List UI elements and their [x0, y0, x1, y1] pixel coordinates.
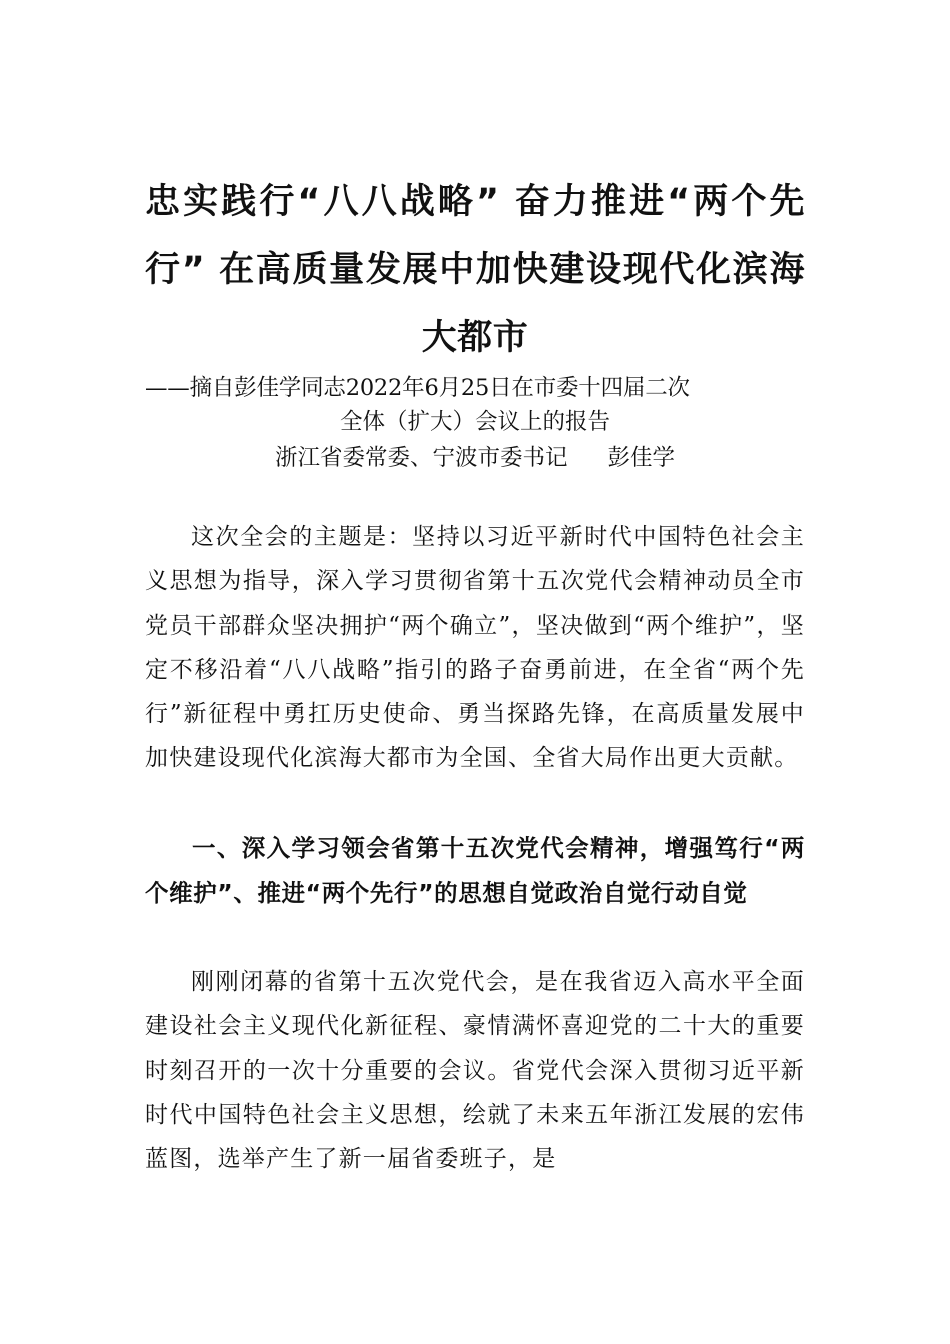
document-title: 忠实践行“八八战略” 奋力推进“两个先行” 在高质量发展中加快建设现代化滨海大都市	[145, 182, 805, 358]
author-line	[145, 441, 805, 475]
subtitle-source-line-1: ——摘自彭佳学同志2022年6月25日在市委十四届二次	[145, 375, 690, 401]
body-paragraph-2: 刚刚闭幕的省第十五次党代会，是在我省迈入高水平全面建设社会主义现代化新征程、豪情满怀喜迎党的二十大的重要时刻召开的一次十分重要的会议。省党代会深入贯彻习近平新时代中国特色社会主义思想，绘就了未来五年浙江发展的宏伟蓝图，选举产生了新一届省委班子，是	[145, 969, 805, 1173]
author-name: 彭佳学	[607, 445, 676, 471]
subtitle-block	[145, 371, 805, 475]
section-heading-1: 一、深入学习领会省第十五次党代会精神，增强笃行“两个维护”、推进“两个先行”的思想自觉政治自觉行动自觉	[145, 834, 805, 907]
subtitle-source-line-2: 全体（扩大）会议上的报告	[339, 409, 610, 435]
author-position: 浙江省委常委、宁波市委书记	[274, 445, 568, 471]
body-paragraph-1: 这次全会的主题是：坚持以习近平新时代中国特色社会主义思想为指导，深入学习贯彻省第十五次党代会精神动员全市党员干部群众坚决拥护“两个确立”，坚决做到“两个维护”，坚定不移沿着“八八战略”指引的路子奋勇前进，在全省“两个先行”新征程中勇扛历史使命、勇当探路先锋，在高质量发展中加快建设现代化滨海大都市为全国、全省大局作出更大贡献。	[145, 524, 805, 772]
